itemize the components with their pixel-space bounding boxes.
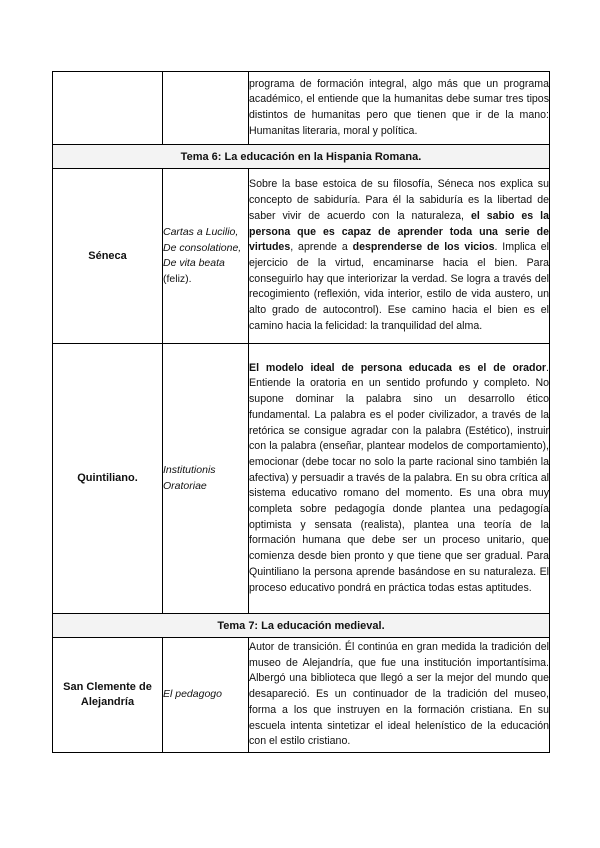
description-cell: Autor de transición. Él continúa en gran medida la tradición del museo de Alejandría, que fue una institución importantísima. Albergó una biblioteca que llegó a ser la mejor del mundo que desapareció. Es un continuador de la tradición del museo, forma a los que instruyen en la formación cristiana. En su escuela intenta sintetizar el ideal helenístico de la educación con el estilo cristiano. bbox=[249, 638, 550, 753]
works-cell: Institutionis Oratoriae bbox=[163, 344, 249, 614]
author-cell bbox=[53, 72, 163, 145]
text-run: . Entiende la oratoria en un sentido profundo y completo. No supone dominar la palabra sino un desarrollo ético fundamental. La palabra es el poder civilizador, a través de la retórica se consigue agradar con la palabra (Estético), instruir con la palabra (enseñar, plantear modelos de comportamiento), emocionar (debe tocar no solo la parte racional sino también la afectiva) y persuadir a través de la palabra. En su obra crítica al sistema educativo romano del momento. Es una obra muy completa sobre pedagogía donde plantea una pedagogía optimista y sensata (realista), plantea una teoría de la formación humana que debe ser un proceso unitario, que comienza desde bien pronto y que tiene que ser gradual. Para Quintiliano la persona aprende basándose en su naturaleza. El proceso educativo pondrá en práctica todas estas aptitudes. bbox=[249, 361, 549, 594]
works-cell bbox=[163, 72, 249, 145]
bold-run: El modelo ideal de persona educada es el de orador bbox=[249, 361, 547, 374]
author-cell: Quintiliano. bbox=[53, 344, 163, 614]
bold-run: desprenderse de los vicios bbox=[352, 241, 495, 254]
description-cell: programa de formación integral, algo más que un programa académico, el entiende que la humanitas debe sumar tres tipos distintos de humanitas pero que tienen que ir de la mano: Humanitas literaria, moral y política. bbox=[249, 72, 550, 145]
table-row bbox=[53, 72, 550, 145]
section-heading-row bbox=[53, 614, 550, 638]
table-row bbox=[53, 638, 550, 753]
works-note: (feliz). bbox=[163, 272, 192, 285]
works-cell: El pedagogo bbox=[163, 638, 249, 753]
text-run: Sobre la base estoica de su filosofía, Séneca nos explica su concepto de sabiduría. Para él la sabiduría es la libertad de saber vivir de acuerdo con la naturaleza, bbox=[249, 178, 549, 222]
author-cell: Séneca bbox=[53, 169, 163, 344]
works-cell bbox=[163, 169, 249, 344]
text-run: , aprende a bbox=[290, 241, 353, 254]
description-cell bbox=[249, 344, 550, 614]
author-cell: San Clemente de Alejandría bbox=[53, 638, 163, 753]
section-heading: Tema 7: La educación medieval. bbox=[53, 614, 550, 638]
works-title: Cartas a Lucilio, De consolatione, De vita beata bbox=[163, 226, 242, 269]
content-table bbox=[52, 71, 550, 753]
description-cell bbox=[249, 169, 550, 344]
section-heading-row bbox=[53, 145, 550, 169]
table-row bbox=[53, 344, 550, 614]
text-run: . Implica el ejercicio de la virtud, encaminarse hacia el bien. Para conseguirlo hay que interiorizar la verdad. Se logra a través del recogimiento (reflexión, vida interior, estilo de vida austero, un alto grado de autocontrol). Ese camino hacia el bien es el camino hacia la felicidad: la tranquilidad del alma. bbox=[249, 241, 549, 332]
table-row bbox=[53, 169, 550, 344]
bold-run: el sabio es la persona que es capaz de aprender toda una serie de virtudes bbox=[249, 209, 549, 254]
section-heading: Tema 6: La educación en la Hispania Romana. bbox=[53, 145, 550, 169]
